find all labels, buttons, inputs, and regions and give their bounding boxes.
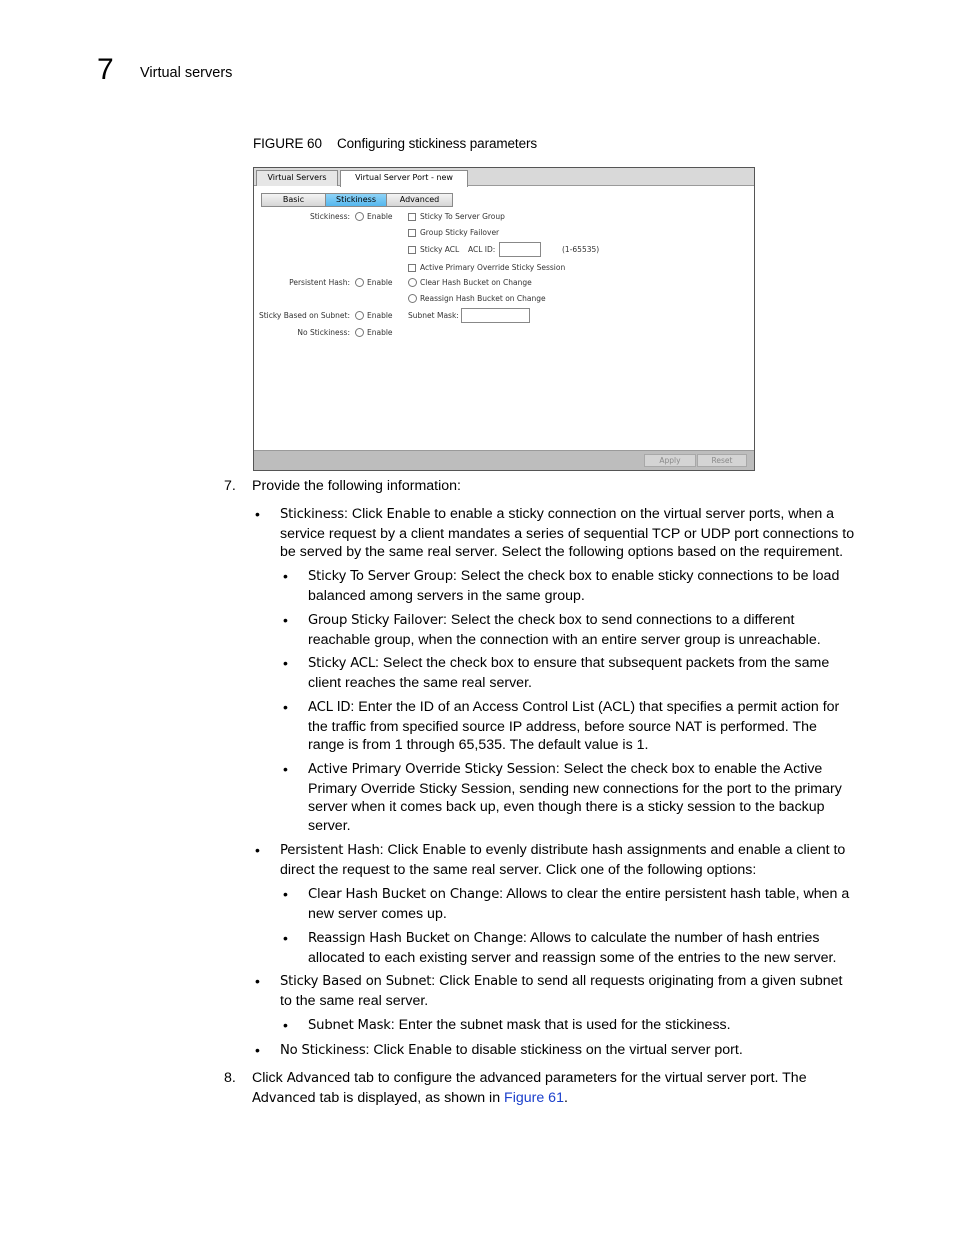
subnet-mask-paragraph: Subnet Mask: Enter the subnet mask that is used for the stickiness. (308, 1017, 731, 1033)
radio-icon (355, 212, 364, 221)
apply-button[interactable]: Apply (644, 454, 696, 467)
tab-virtual-server-port-new[interactable]: Virtual Server Port - new (340, 170, 468, 187)
figure-61-link[interactable]: Figure 61 (504, 1089, 564, 1106)
tab-basic[interactable]: Basic (261, 193, 326, 207)
checkbox-icon (408, 229, 416, 237)
top-tab-bar (254, 168, 754, 186)
sticky-acl-checkbox[interactable]: Sticky ACL (408, 245, 459, 254)
chapter-number: 7 (97, 53, 114, 86)
acl-id-label: ACL ID: (468, 245, 496, 254)
figure-caption (253, 136, 537, 151)
tab-advanced[interactable]: Advanced (386, 193, 453, 207)
no-stickiness-enable-radio[interactable]: Enable (355, 328, 393, 337)
figure-title: Configuring stickiness parameters (337, 136, 538, 151)
checkbox-icon (408, 246, 416, 254)
persistent-hash-enable-radio[interactable]: Enable (355, 278, 393, 287)
persistent-hash-label: Persistent Hash: (289, 278, 350, 287)
subnet-mask-label: Subnet Mask: (408, 311, 459, 320)
stickiness-config-panel (253, 167, 755, 471)
tab-virtual-servers[interactable]: Virtual Servers (256, 170, 338, 186)
acl-id-input[interactable] (499, 242, 541, 257)
sticky-subnet-label: Sticky Based on Subnet: (258, 311, 350, 320)
button-bar (254, 450, 754, 470)
step-number: 7. (224, 478, 236, 494)
bullet: • (283, 655, 288, 671)
active-primary-override-checkbox[interactable]: Active Primary Override Sticky Session (408, 263, 565, 272)
chapter-title: Virtual servers (140, 65, 233, 81)
checkbox-icon (408, 213, 416, 221)
bullet: • (283, 1017, 288, 1033)
bullet: • (255, 506, 260, 522)
acl-id-paragraph: ACL ID: Enter the ID of an Access Control List (ACL) that specifies a permit action for the traffic from specified source IP address, before source NAT is performed. The range is from 1 through 65,535. The default value is 1. (308, 699, 840, 753)
reassign-hash-radio[interactable]: Reassign Hash Bucket on Change (408, 294, 546, 303)
figure-number: FIGURE 60 (253, 136, 322, 151)
step-text: Provide the following information: (252, 478, 461, 494)
acl-range-hint: (1-65535) (562, 245, 600, 254)
checkbox-icon (408, 264, 416, 272)
bullet: • (255, 842, 260, 858)
reassign-hash-paragraph: Reassign Hash Bucket on Change: Allows to calculate the number of hash entries allocated to each existing server and reassign some of the entries to the new server. (308, 930, 837, 966)
stickiness-label: Stickiness: (309, 212, 350, 221)
step8-paragraph: Click Advanced tab to configure the advanced parameters for the virtual server port. The Advanced tab is displayed, as shown in Figure 61. (252, 1070, 807, 1106)
sticky-acl-paragraph: Sticky ACL: Select the check box to ensure that subsequent packets from the same client reaches the same real server. (308, 655, 830, 691)
clear-hash-paragraph: Clear Hash Bucket on Change: Allows to clear the entire persistent hash table, when a new server comes up. (308, 886, 850, 922)
bullet: • (283, 568, 288, 584)
no-stickiness-label: No Stickiness: (297, 328, 350, 337)
bullet: • (255, 1042, 260, 1058)
active-primary-paragraph: Active Primary Override Sticky Session: Select the check box to enable the Active Primary Override Sticky Session, sending new connections for the port to the primary server when it comes back up, even though there is a sticky session to the backup server. (308, 761, 842, 834)
stickiness-enable-radio[interactable]: Enable (355, 212, 393, 221)
no-stickiness-paragraph: No Stickiness: Click Enable to disable stickiness on the virtual server port. (280, 1042, 743, 1058)
stickiness-paragraph: Stickiness: Click Enable to enable a sticky connection on the virtual server ports, when a service request by a client mandates a series of sequential TCP or UDP port connections to be served by the same real server. Select the following options based on the requirement. (280, 506, 855, 560)
radio-icon (355, 278, 364, 287)
bullet: • (283, 930, 288, 946)
subnet-mask-input[interactable] (461, 308, 530, 323)
sticky-subnet-paragraph: Sticky Based on Subnet: Click Enable to send all requests originating from a given subnet to the same real server. (280, 973, 843, 1009)
radio-icon (408, 294, 417, 303)
step-number: 8. (224, 1070, 236, 1086)
group-sticky-failover-checkbox[interactable]: Group Sticky Failover (408, 228, 499, 237)
bullet: • (283, 886, 288, 902)
tab-stickiness[interactable]: Stickiness (325, 193, 387, 207)
sticky-server-group-checkbox[interactable]: Sticky To Server Group (408, 212, 505, 221)
sticky-subnet-enable-radio[interactable]: Enable (355, 311, 393, 320)
group-sticky-failover-paragraph: Group Sticky Failover: Select the check box to send connections to a different reachable group, when the connection with an entire server group is unreachable. (308, 612, 821, 648)
reset-button[interactable]: Reset (697, 454, 747, 467)
bullet: • (283, 761, 288, 777)
bullet: • (255, 973, 260, 989)
persistent-hash-paragraph: Persistent Hash: Click Enable to evenly distribute hash assignments and enable a client to direct the request to the same real server. Click one of the following options: (280, 842, 846, 878)
radio-icon (408, 278, 417, 287)
sticky-server-group-paragraph: Sticky To Server Group: Select the check box to enable sticky connections to be load balanced among servers in the same group. (308, 568, 840, 604)
bullet: • (283, 699, 288, 715)
radio-icon (355, 311, 364, 320)
radio-icon (355, 328, 364, 337)
clear-hash-radio[interactable]: Clear Hash Bucket on Change (408, 278, 532, 287)
bullet: • (283, 612, 288, 628)
